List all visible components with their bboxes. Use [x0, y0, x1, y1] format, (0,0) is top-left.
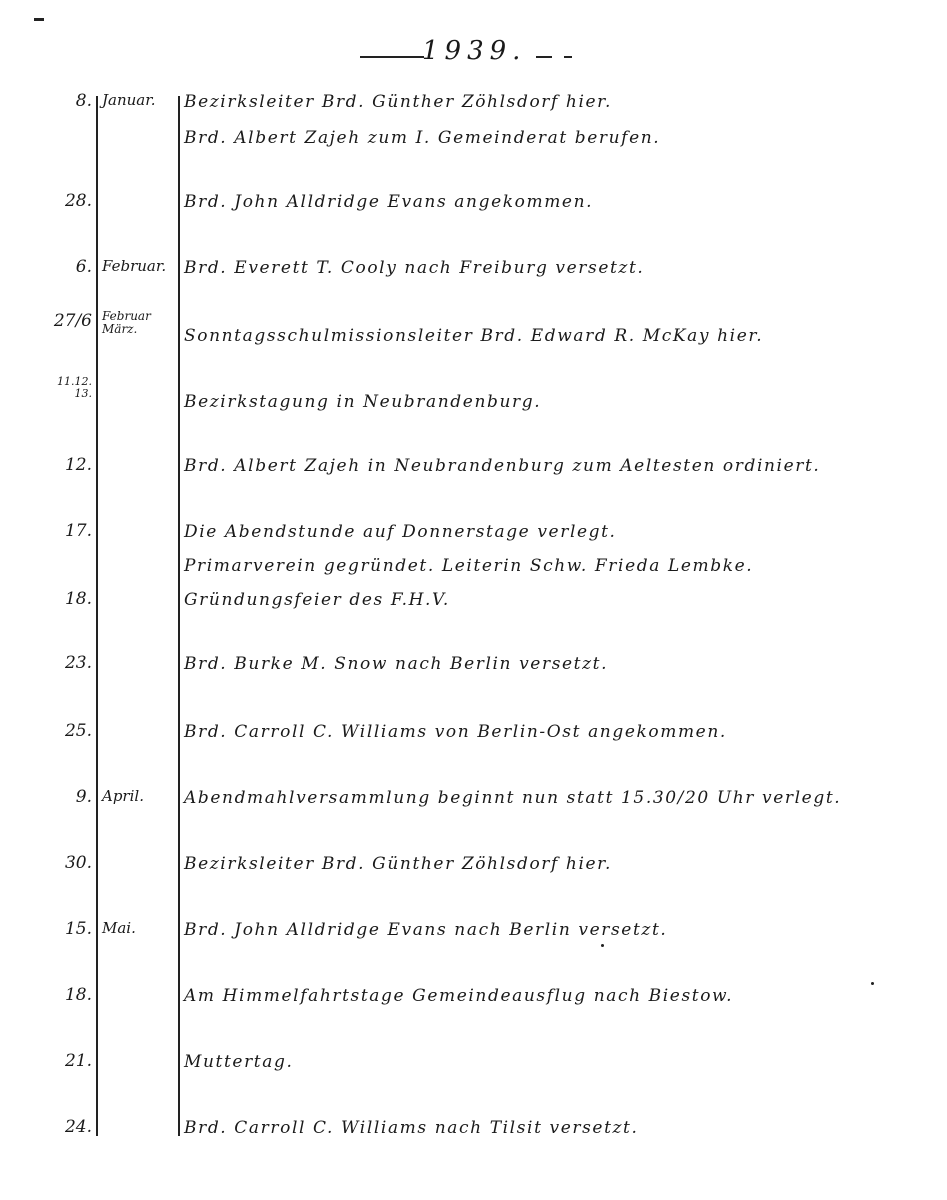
entry-day: 12. — [64, 455, 92, 475]
entry-row — [0, 854, 947, 888]
entry-day: 8. — [75, 91, 92, 111]
entry-day: 27/6 — [53, 311, 92, 331]
year-underline-left — [360, 56, 424, 58]
entry-row — [0, 1118, 947, 1152]
entry-day: 28. — [64, 191, 92, 211]
entry-text: Muttertag. — [184, 1052, 294, 1072]
entry-row — [0, 376, 947, 410]
entry-text: Bezirksleiter Brd. Günther Zöhlsdorf hier. — [184, 854, 613, 874]
entry-day: 6. — [75, 257, 92, 277]
entry-row — [0, 722, 947, 756]
entry-text: Brd. Albert Zajeh in Neubrandenburg zum Aeltesten ordiniert. — [184, 456, 821, 476]
entry-month: Mai. — [102, 919, 136, 937]
entry-day: 18. — [64, 985, 92, 1005]
entry-row — [0, 788, 947, 822]
ink-speck — [601, 944, 604, 947]
entry-row — [0, 590, 947, 624]
entry-text: Brd. John Alldridge Evans nach Berlin versetzt. — [184, 920, 668, 940]
entry-text: Gründungsfeier des F.H.V. — [184, 590, 450, 610]
year-heading — [360, 36, 590, 66]
entry-day: 30. — [64, 853, 92, 873]
year-text: 1939. — [422, 36, 527, 66]
ink-speck — [871, 982, 874, 985]
entry-row — [0, 92, 947, 126]
entry-day: 15. — [64, 919, 92, 939]
entry-row — [0, 456, 947, 490]
entry-row-continuation — [0, 128, 947, 162]
entry-text: Die Abendstunde auf Donnerstage verlegt. — [184, 522, 617, 542]
entry-row — [0, 920, 947, 954]
year-dash-right-1 — [536, 56, 552, 58]
entry-text: Abendmahlversammlung beginnt nun statt 15.30/20 Uhr verlegt. — [184, 788, 842, 808]
entry-day: 11.12. 13. — [57, 375, 92, 400]
entry-row — [0, 310, 947, 344]
entry-text: Brd. Everett T. Cooly nach Freiburg versetzt. — [184, 258, 645, 278]
entry-text: Bezirkstagung in Neubrandenburg. — [184, 392, 542, 412]
entry-text: Brd. Carroll C. Williams nach Tilsit versetzt. — [184, 1118, 639, 1138]
entry-text: Brd. Albert Zajeh zum I. Gemeinderat berufen. — [184, 128, 661, 148]
entry-row — [0, 522, 947, 556]
entry-text: Primarverein gegründet. Leiterin Schw. Frieda Lembke. — [184, 556, 754, 576]
entry-day: 17. — [64, 521, 92, 541]
entry-row-continuation — [0, 556, 947, 590]
entry-row — [0, 192, 947, 226]
entry-text: Brd. Burke M. Snow nach Berlin versetzt. — [184, 654, 609, 674]
entry-text: Am Himmelfahrtstage Gemeindeausflug nach Biestow. — [184, 986, 734, 1006]
entry-day: 24. — [64, 1117, 92, 1137]
entry-text: Brd. John Alldridge Evans angekommen. — [184, 192, 594, 212]
year-dash-right-2 — [564, 56, 572, 58]
entry-day: 9. — [75, 787, 92, 807]
margin-mark — [34, 18, 44, 21]
entry-text: Brd. Carroll C. Williams von Berlin-Ost angekommen. — [184, 722, 727, 742]
entry-month: April. — [102, 787, 144, 805]
entry-day: 23. — [64, 653, 92, 673]
entry-day: 25. — [64, 721, 92, 741]
entry-day: 21. — [64, 1051, 92, 1071]
entry-text: Bezirksleiter Brd. Günther Zöhlsdorf hier. — [184, 92, 613, 112]
entry-month: Januar. — [102, 91, 156, 109]
entry-row — [0, 1052, 947, 1086]
entry-row — [0, 986, 947, 1020]
entry-month: Februar. — [102, 257, 167, 275]
entry-text: Sonntagsschulmissionsleiter Brd. Edward R. McKay hier. — [184, 326, 764, 346]
entry-row — [0, 654, 947, 688]
entry-row — [0, 258, 947, 292]
entry-day: 18. — [64, 589, 92, 609]
entry-month: Februar März. — [102, 309, 151, 337]
